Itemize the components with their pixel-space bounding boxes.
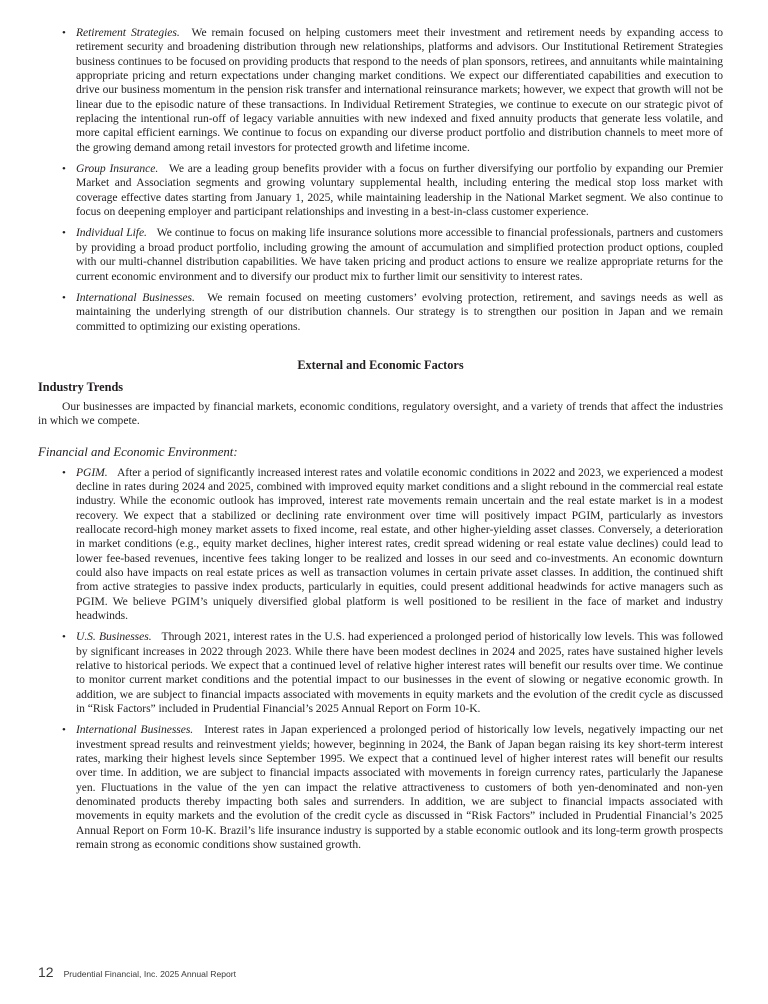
- item-text: We remain focused on meeting customers’ evolving protection, retirement, and savings needs as well as maintaining the underlying strength of our distribution channels. Our strategy is to strengthen our position in Japan and we remain committed to optimizing our existing operations.: [76, 290, 724, 333]
- industry-trends-heading: Industry Trends: [38, 379, 124, 394]
- report-title: Prudential Financial, Inc. 2025 Annual Report: [63, 969, 237, 979]
- list-item-international-businesses-env: [38, 723, 723, 852]
- item-text: We remain focused on helping customers meet their investment and retirement needs by expanding access to retirement security and broadening distribution through new relationships, platforms and advisors. Our Institutional Retirement Strategies business continues to be focused on providing products that respond to the needs of plan sponsors, retirees, and annuitants while maintaining appropriate pricing and return expectations under changing market conditions. We expect our differentiated capabilities and execution to drive our business momentum in the pension risk transfer and international reinsurance markets; however, we expect that growth will not be linear due to the episodic nature of these transactions. In Individual Retirement Strategies, we continue to execute on our strategic pivot of replacing the intentional run-off of legacy variable annuities with new indexed and fixed annuity products that generate less volatile, and more capital efficient earnings. We continue to focus on expanding our diverse product portfolio and distribution channels to meet more of the growing demand among retail investors for protected growth and lifetime income.: [76, 26, 723, 154]
- list-item-individual-life: [38, 226, 723, 283]
- list-item-retirement-strategies: [38, 26, 723, 155]
- list-item-international-businesses: [38, 291, 723, 334]
- item-text: Interest rates in Japan experienced a prolonged period of historically low levels, negatively impacting our net investment spread results and reinvestment yields; however, beginning in 2024, the Bank of Japan began raising its key short-term interest rates, marking their highest levels since September 1995. We expect that a continued level of higher interest rates will benefit our results over time. In addition, we are subject to financial impacts associated with movements in foreign currency rates, particularly the Japanese yen. Fluctuations in the value of the yen can impact the relative attractiveness to customers of both yen-denominated and non-yen denominated products thereby impacting both sales and surrenders. In addition, we are subject to financial impacts associated with movements in equity markets and the evolution of the credit cycle as discussed in “Risk Factors” included in Prudential Financial’s 2025 Annual Report on Form 10-K. Brazil’s life insurance industry is supported by a stable economic outlook and its long-term growth prospects remain strong as economic conditions show sustained growth.: [76, 723, 724, 852]
- page-footer: [38, 964, 236, 980]
- list-item-pgim: [38, 466, 723, 624]
- item-lead: International Businesses.: [76, 290, 195, 304]
- financial-environment-heading: Financial and Economic Environment:: [38, 444, 238, 459]
- item-text: Through 2021, interest rates in the U.S. had experienced a prolonged period of historically low levels. This was followed by significant increases in 2022 through 2023. While there have been modest declines in 2024 and 2025, rates have sustained higher levels relative to historical periods. We expect that a continued level of relative higher interest rates will benefit our results over time. We continue to monitor current market conditions and the potential impact to our businesses in the event of slowing or negative economic growth. In addition, we are subject to financial impacts associated with movements in equity markets and the evolution of the credit cycle as discussed in “Risk Factors” included in Prudential Financial’s 2025 Annual Report on Form 10-K.: [76, 630, 723, 716]
- financial-environment-list: [38, 466, 723, 853]
- bullet-icon: •: [62, 27, 66, 39]
- document-page: [38, 26, 723, 860]
- item-lead: PGIM.: [76, 465, 108, 479]
- bullet-icon: •: [62, 466, 66, 479]
- bullet-icon: •: [62, 227, 66, 240]
- item-text: We are a leading group benefits provider with a focus on further diversifying our portfolio by expanding our Premier Market and Association segments and growing voluntary supplemental health, including entering the medical stop loss market with coverage effective dates starting from January 1, 2025, while maintaining leadership in the National Market segment. We also continue to focus on deepening employer and participant relationships and investing in a best-in-class customer experience.: [76, 162, 724, 219]
- item-text: We continue to focus on making life insurance solutions more accessible to financial professionals, partners and customers by providing a broad product portfolio, including growing the amount of accumulation and simplified protection product options, coupled with our multi-channel distribution capabilities. We have taken pricing and product actions to ensure we realize appropriate returns for the current economic environment and to diversify our product mix to further limit our sensitivity to interest rates.: [76, 226, 724, 283]
- section-title: External and Economic Factors: [297, 357, 464, 372]
- item-lead: Retirement Strategies.: [76, 26, 180, 39]
- list-item-us-businesses: [38, 630, 723, 716]
- bullet-icon: •: [62, 163, 66, 176]
- bullet-icon: •: [62, 631, 66, 644]
- segment-strategy-list: [38, 26, 723, 334]
- bullet-icon: •: [62, 724, 66, 737]
- item-lead: U.S. Businesses.: [76, 630, 152, 644]
- item-lead: International Businesses.: [76, 723, 194, 737]
- item-lead: Individual Life.: [76, 226, 147, 240]
- list-item-group-insurance: [38, 162, 723, 219]
- industry-trends-paragraph: Our businesses are impacted by financial markets, economic conditions, regulatory oversight, and a variety of trends that affect the industries in which we compete.: [38, 399, 723, 428]
- item-lead: Group Insurance.: [76, 162, 159, 176]
- page-number: 12: [38, 964, 54, 980]
- item-text: After a period of significantly increased interest rates and volatile economic conditions in 2022 and 2023, we experienced a modest decline in rates during 2024 and 2025, combined with improved equity market conditions and a slight rebound in the commercial real estate industry. While the economic outlook has improved, interest rate movements remain uncertain and the real estate market is in a modest recovery. We expect that a stabilized or declining rate environment over time will positively impact PGIM, particularly as investors reallocate record-high money market assets to fixed income, real estate, and other higher-yielding asset classes. Conversely, a deterioration in market conditions (e.g., equity market declines, higher interest rates, credit spread widening or real estate value declines) could lead to lower fee-based revenues, incentive fees taking longer to be realized and losses in our seed and co-investments. An economic downturn could also have impacts on real estate prices as well as transaction volumes in certain private asset classes. In addition, the continued shift from active strategies to passive index products, particularly in equities, could present additional headwinds for active managers such as PGIM. We believe PGIM’s uniquely diversified global platform is well positioned to be resilient in the face of market and industry headwinds.: [76, 465, 723, 622]
- bullet-icon: •: [62, 291, 66, 304]
